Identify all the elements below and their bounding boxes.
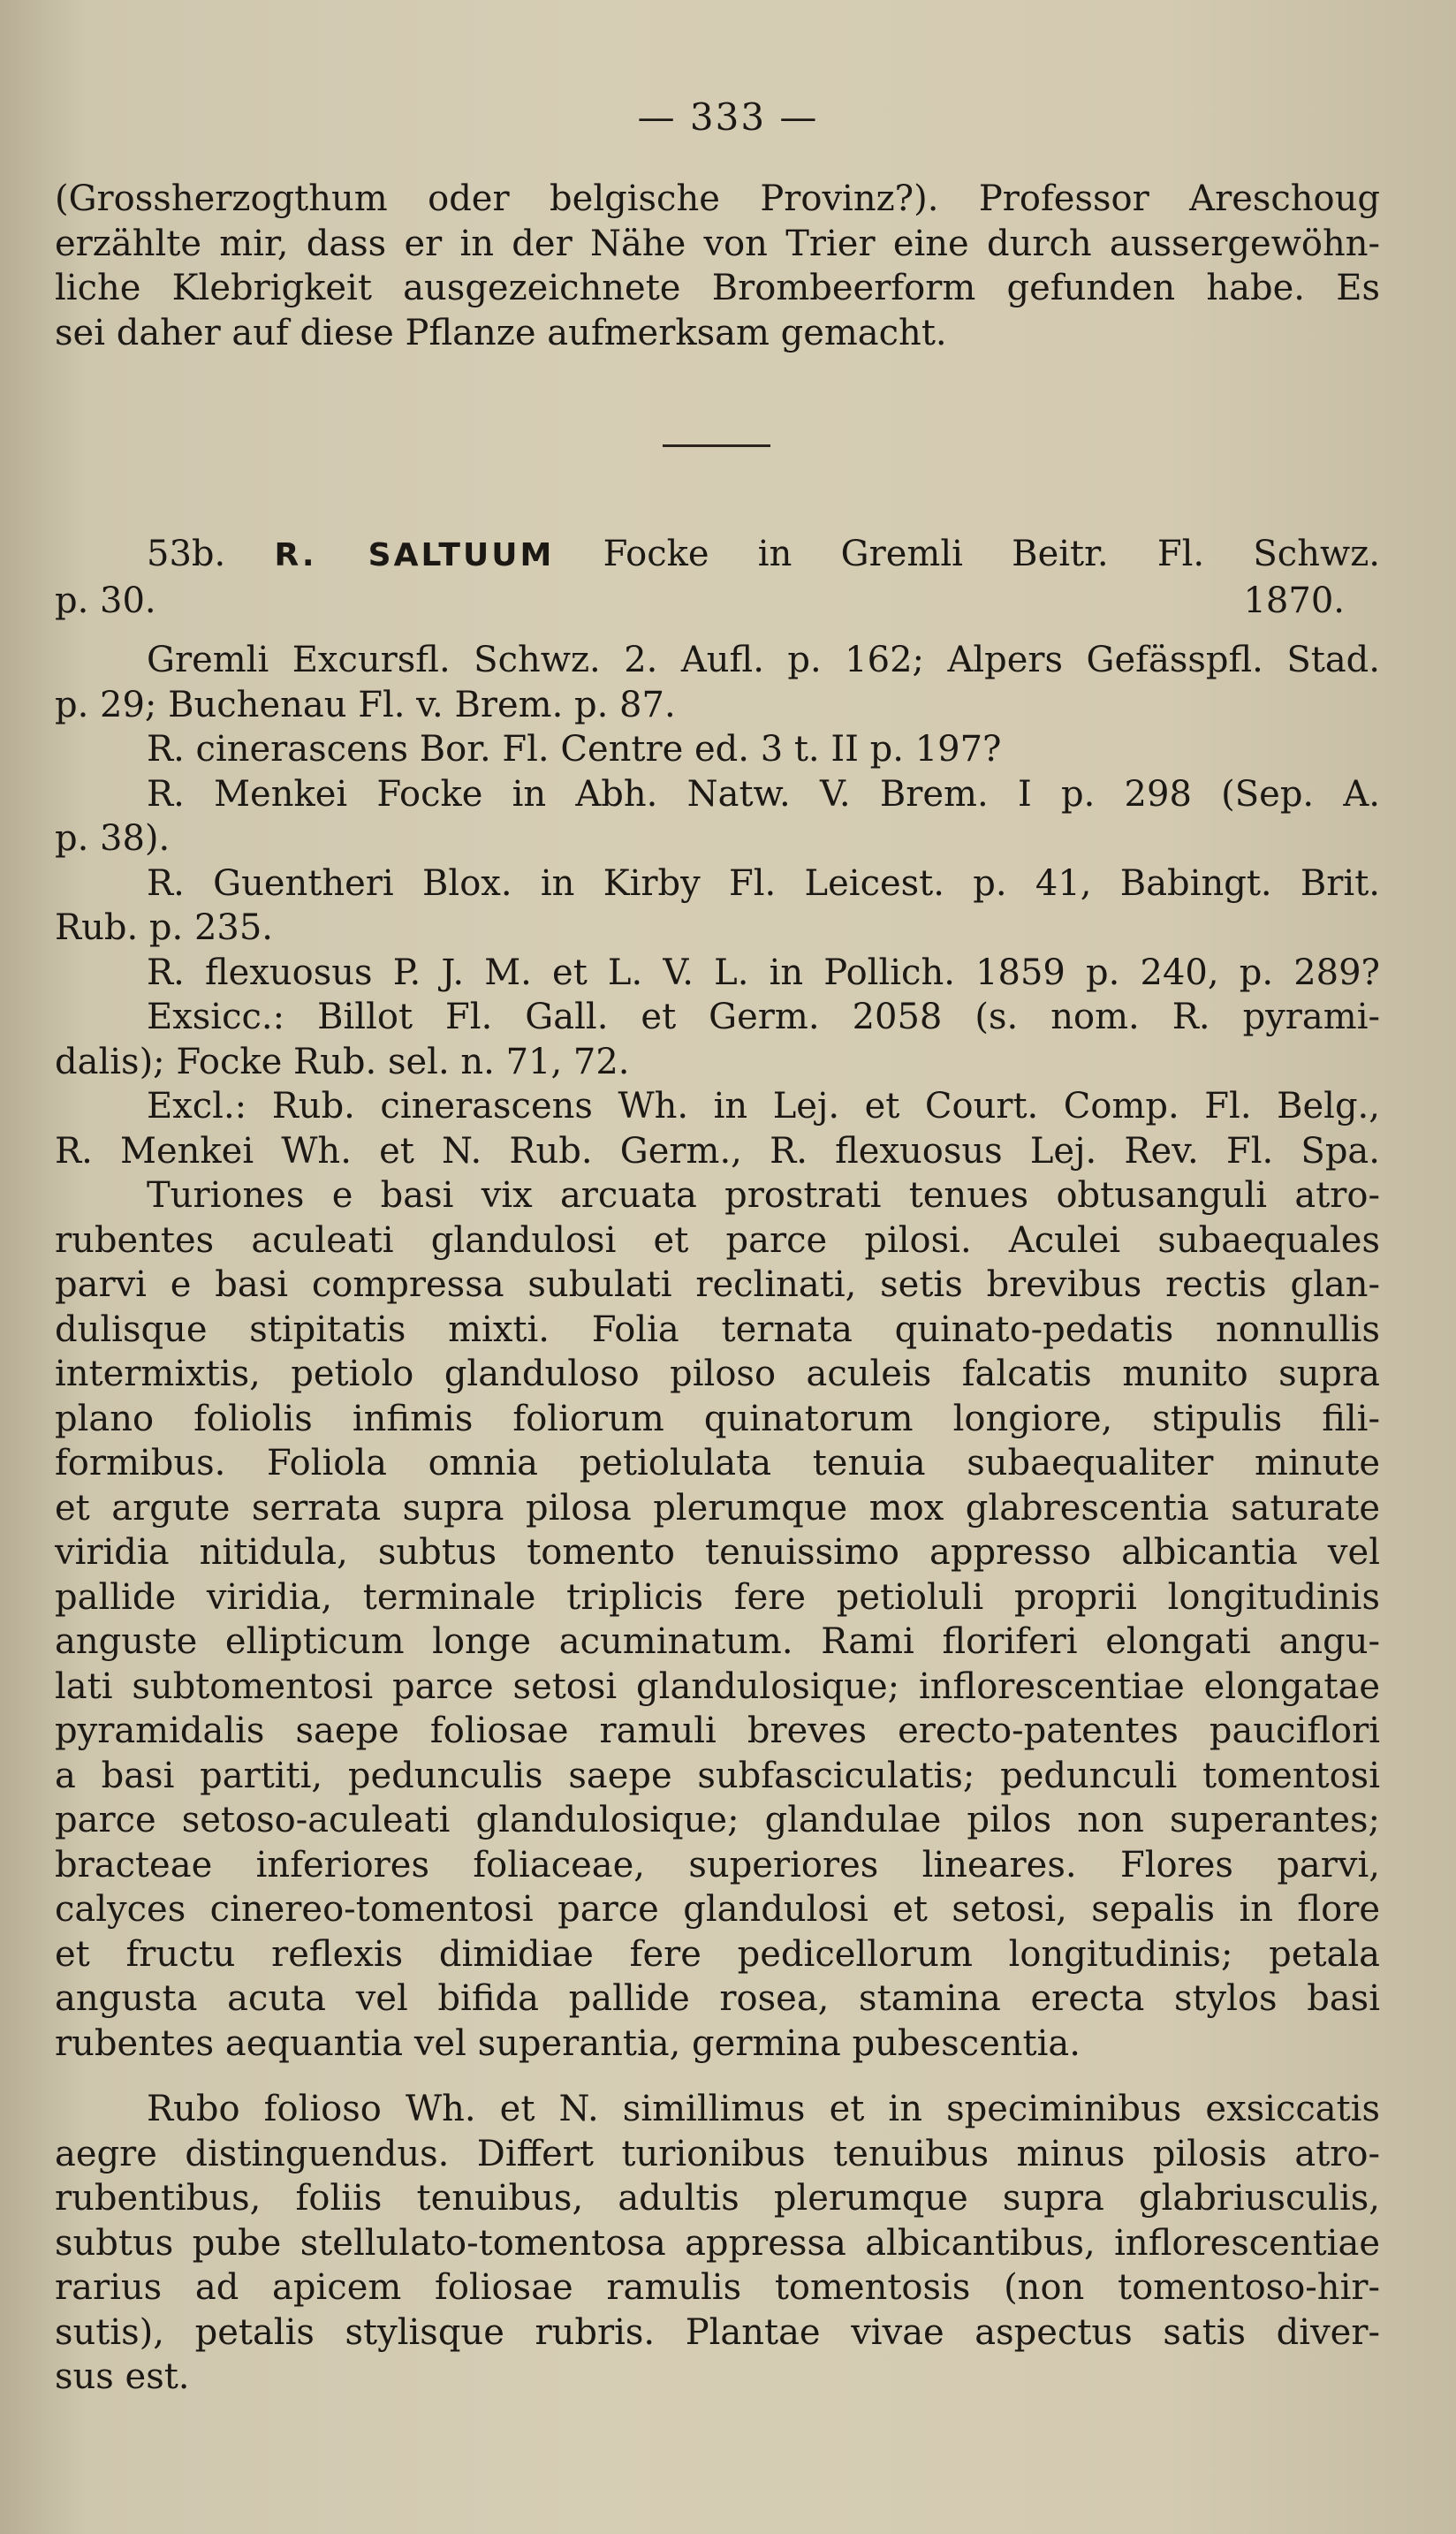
text-line: rarius ad apicem foliosae ramulis tomentosis (non tomentoso-hir- [55,2267,1380,2308]
text-line: formibus. Foliola omnia petiolulata tenuia subaequaliter minute [55,1443,1380,1483]
synonym-line: R. Menkei Focke in Abh. Natw. V. Brem. I p. 298 (Sep. A. [147,773,1380,815]
synonym-list [55,638,1380,1173]
text-line: bracteae inferiores foliaceae, superiores lineares. Flores parvi, [55,1844,1380,1885]
synonym-line: Rub. p. 235. [55,907,274,948]
excluded-line: R. Menkei Wh. et N. Rub. Germ., R. flexuosus Lej. Rev. Fl. Spa. [55,1130,1380,1172]
entry-year: 1870. [1243,580,1345,621]
page-number: — 333 — [637,95,819,139]
text-line: Turiones e basi vix arcuata prostrati tenues obtusanguli atro- [147,1175,1380,1216]
synonym-line: p. 38). [55,818,171,859]
synonym-line: Gremli Excursfl. Schwz. 2. Aufl. p. 162; Alpers Gefässpfl. Stad. [147,640,1380,680]
entry-citation: Focke in Gremli Beitr. Fl. Schwz. [603,534,1380,574]
section-divider [663,444,770,447]
text-line: anguste ellipticum longe acuminatum. Rami floriferi elongati angu- [55,1621,1380,1662]
entry-number: 53b. [147,534,226,574]
synonym-line: R. flexuosus P. J. M. et L. V. L. in Pollich. 1859 p. 240, p. 289? [147,952,1380,993]
text-line: sus est. [55,2356,190,2397]
text-line: intermixtis, petiolo glanduloso piloso aculeis falcatis munito supra [55,1354,1380,1394]
text-line: pallide viridia, terminale triplicis fere petioluli proprii longitudinis [55,1576,1380,1618]
top-paragraph [55,177,1380,355]
synonym-line: R. Guentheri Blox. in Kirby Fl. Leicest. p. 41, Babingt. Brit. [147,862,1380,904]
text-line: parvi e basi compressa subulati reclinati, setis brevibus rectis glan- [55,1264,1380,1305]
text-line: sutis), petalis stylisque rubris. Plantae vivae aspectus satis diver- [55,2311,1380,2353]
text-line: lati subtomentosi parce setosi glandulosique; inflorescentiae elongatae [55,1665,1380,1707]
text-line: subtus pube stellulato-tomentosa appressa albicantibus, inflorescentiae [55,2222,1380,2264]
synonym-line: R. cinerascens Bor. Fl. Centre ed. 3 t. II p. 197? [147,729,1002,770]
exsiccatae-line: Exsicc.: Billot Fl. Gall. et Germ. 2058 (s. nom. R. pyrami- [147,997,1380,1037]
synonym-line: p. 29; Buchenau Fl. v. Brem. p. 87. [55,684,676,725]
text-line: et argute serrata supra pilosa plerumque mox glabrescentia saturate [55,1487,1380,1529]
comparison-paragraph [55,2087,1380,2400]
entry-title-line [55,532,1380,579]
text-line: rubentes aculeati glandulosi et parce pilosi. Aculei subaequales [55,1219,1380,1261]
text-line: et fructu reflexis dimidiae fere pedicellorum longitudinis; petala [55,1933,1380,1975]
text-line: erzählte mir, dass er in der Nähe von Trier eine durch aussergewöhn- [55,223,1380,264]
text-line: aegre distinguendus. Differt turionibus tenuibus minus pilosis atro- [55,2133,1380,2174]
text-line: dulisque stipitatis mixti. Folia ternata quinato-pedatis nonnullis [55,1309,1380,1350]
text-line: calyces cinereo-tomentosi parce glandulosi et setosi, sepalis in flore [55,1889,1380,1930]
text-line: angusta acuta vel bifida pallide rosea, stamina erecta stylos basi [55,1978,1380,2019]
exsiccatae-line: dalis); Focke Rub. sel. n. 71, 72. [55,1041,630,1082]
entry-title-line-2 [55,579,1380,624]
text-line: parce setoso-aculeati glandulosique; glandulae pilos non superantes; [55,1800,1380,1840]
text-line: plano foliolis infimis foliorum quinatorum longiore, stipulis fili- [55,1398,1380,1439]
entry-page: p. 30. [55,580,156,621]
text-line: liche Klebrigkeit ausgezeichnete Brombeerform gefunden habe. Es [55,268,1380,308]
species-name: R. SALTUUM [274,537,555,573]
text-line: Rubo folioso Wh. et N. simillimus et in speciminibus exsiccatis [147,2089,1380,2129]
excluded-line: Excl.: Rub. cinerascens Wh. in Lej. et Court. Comp. Fl. Belg., [147,1086,1380,1127]
description-paragraph [55,1173,1380,2066]
text-line: a basi partiti, pedunculis saepe subfasciculatis; pedunculi tomentosi [55,1755,1380,1796]
text-line: (Grossherzogthum oder belgische Provinz?). Professor Areschoug [55,178,1380,219]
text-line: rubentibus, foliis tenuibus, adultis plerumque supra glabriusculis, [55,2178,1380,2219]
text-line: pyramidalis saepe foliosae ramuli breves erecto-patentes pauciflori [55,1711,1380,1751]
text-line: viridia nitidula, subtus tomento tenuissimo appresso albicantia vel [55,1532,1380,1573]
text-line: rubentes aequantia vel superantia, germina pubescentia. [55,2022,1081,2064]
entry-heading [55,532,1380,623]
text-line: sei daher auf diese Pflanze aufmerksam gemacht. [55,312,947,353]
